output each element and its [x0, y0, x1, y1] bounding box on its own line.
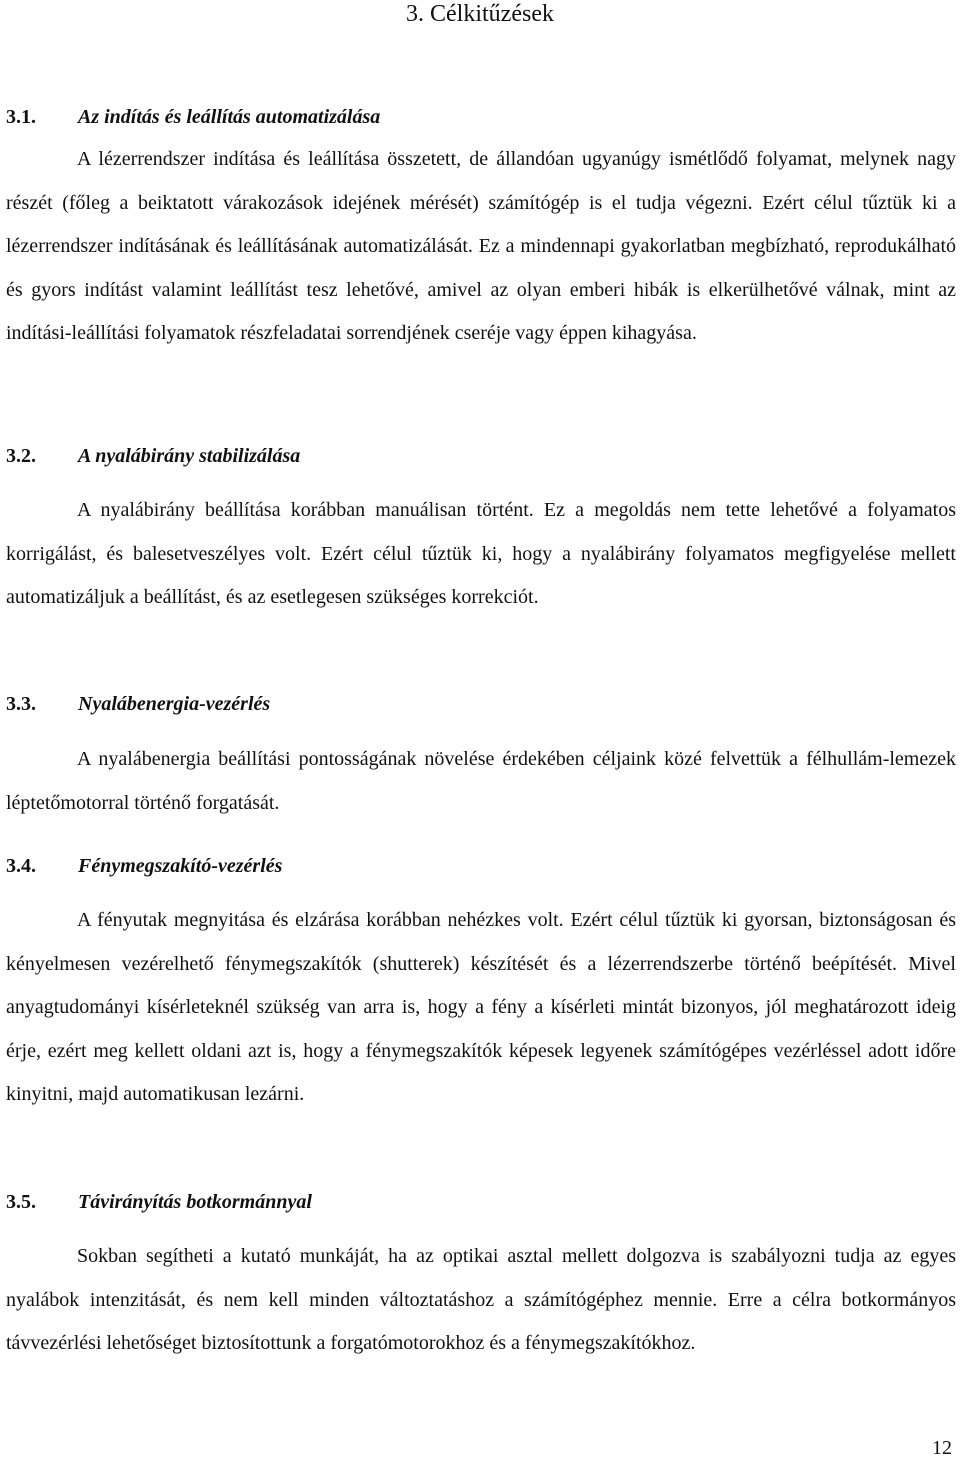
section-3-1	[6, 104, 956, 356]
chapter-title: 3. Célkitűzések	[406, 1, 554, 27]
section-heading	[6, 443, 956, 469]
section-number: 3.1.	[6, 106, 36, 128]
section-number: 3.2.	[6, 445, 36, 467]
section-paragraph: Sokban segítheti a kutató munkáját, ha az optikai asztal mellett dolgozva is szabályozni tudja az egyes nyalábok intenzitását, és nem kell minden változtatáshoz a számítógéphez mennie. Erre a célra botkormányos távvezérlési lehetőséget biztosítottunk a forgatómotorokhoz és a fénymegszakítókhoz.	[6, 1245, 956, 1354]
section-number: 3.5.	[6, 1191, 36, 1213]
section-3-2	[6, 443, 956, 620]
section-title: A nyalábirány stabilizálása	[78, 445, 301, 467]
section-heading	[6, 691, 956, 717]
section-title: Távirányítás botkormánnyal	[78, 1191, 312, 1213]
section-3-3	[6, 691, 956, 825]
section-heading	[6, 104, 956, 130]
section-title: Az indítás és leállítás automatizálása	[78, 106, 381, 128]
page-number: 12	[932, 1437, 952, 1459]
section-title: Fénymegszakító-vezérlés	[78, 855, 283, 877]
section-heading	[6, 853, 956, 879]
section-number: 3.4.	[6, 855, 36, 877]
section-paragraph: A lézerrendszer indítása és leállítása összetett, de állandóan ugyanúgy ismétlődő folyamat, melynek nagy részét (főleg a beiktatott várakozások idejének mérését) számítógép is el tudja végezni. Ezért célul tűztük ki a lézerrendszer indításának és leállításának automatizálását. Ez a mindennapi gyakorlatban megbízható, reprodukálható és gyors indítást valamint leállítást tesz lehetővé, amivel az olyan emberi hibák is elkerülhetővé válnak, mint az indítási-leállítási folyamatok részfeladatai sorrendjének cseréje vagy éppen kihagyása.	[6, 148, 956, 344]
section-paragraph: A nyalábenergia beállítási pontosságának növelése érdekében céljaink közé felvettük a félhullám-lemezek léptetőmotorral történő forgatását.	[6, 748, 956, 814]
section-3-5	[6, 1189, 956, 1366]
section-title: Nyalábenergia-vezérlés	[78, 693, 271, 715]
section-3-4	[6, 853, 956, 1117]
section-paragraph: A nyalábirány beállítása korábban manuálisan történt. Ez a megoldás nem tette lehetővé a folyamatos korrigálást, és balesetveszélyes volt. Ezért célul tűztük ki, hogy a nyalábirány folyamatos megfigyelése mellett automatizáljuk a beállítást, és az esetlegesen szükséges korrekciót.	[6, 499, 956, 608]
section-heading	[6, 1189, 956, 1215]
section-paragraph: A fényutak megnyitása és elzárása korábban nehézkes volt. Ezért célul tűztük ki gyorsan, biztonságosan és kényelmesen vezérelhető fénymegszakítók (shutterek) készítését és a lézerrendszerbe történő beépítését. Mivel anyagtudományi kísérleteknél szükség van arra is, hogy a fény a kísérleti mintát bizonyos, jól meghatározott ideig érje, ezért meg kellett oldani azt is, hogy a fénymegszakítók képesek legyenek számítógépes vezérléssel adott időre kinyitni, majd automatikusan lezárni.	[6, 909, 956, 1105]
section-number: 3.3.	[6, 693, 36, 715]
